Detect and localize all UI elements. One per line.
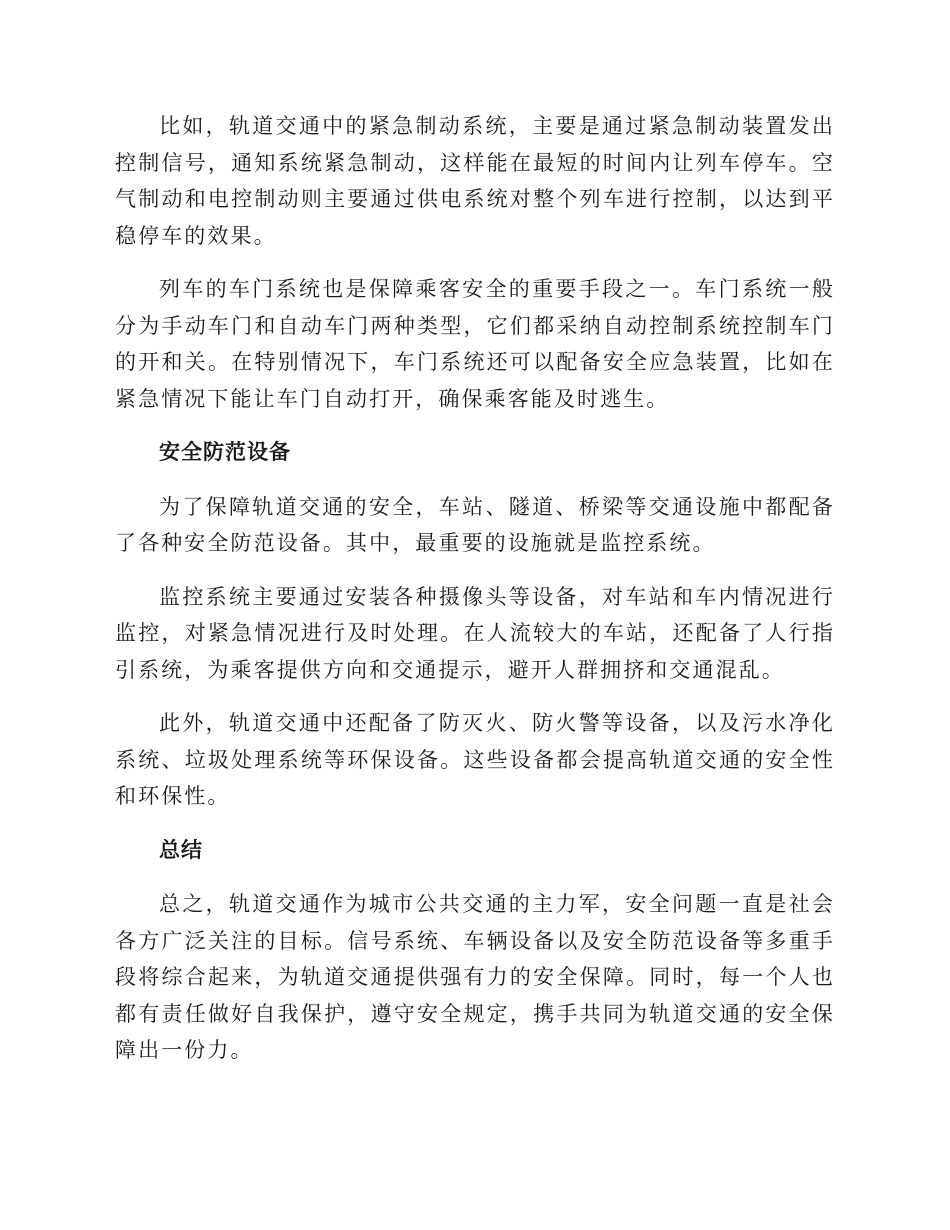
section-heading-safety-equipment: 安全防范设备 <box>159 440 291 464</box>
paragraph-safety-equipment-intro: 为了保障轨道交通的安全，车站、隧道、桥梁等交通设施中都配备了各种安全防范设备。其中，最重要的设施就是监控系统。 <box>115 494 835 555</box>
document-body <box>115 108 835 1086</box>
paragraph-emergency-braking: 比如，轨道交通中的紧急制动系统，主要是通过紧急制动装置发出控制信号，通知系统紧急制动，这样能在最短的时间内让列车停车。空气制动和电控制动则主要通过供电系统对整个列车进行控制，以达到平稳停车的效果。 <box>115 114 835 248</box>
paragraph-fire-environmental: 此外，轨道交通中还配备了防灭火、防火警等设备，以及污水净化系统、垃圾处理系统等环保设备。这些设备都会提高轨道交通的安全性和环保性。 <box>115 711 835 808</box>
paragraph-summary: 总之，轨道交通作为城市公共交通的主力军，安全问题一直是社会各方广泛关注的目标。信号系统、车辆设备以及安全防范设备等多重手段将综合起来，为轨道交通提供强有力的安全保障。同时，每一个人也都有责任做好自我保护，遵守安全规定，携手共同为轨道交通的安全保障出一份力。 <box>115 892 835 1062</box>
paragraph-monitoring-system: 监控系统主要通过安装各种摄像头等设备，对车站和车内情况进行监控，对紧急情况进行及时处理。在人流较大的车站，还配备了人行指引系统，为乘客提供方向和交通提示，避开人群拥挤和交通混乱。 <box>115 584 835 682</box>
section-heading-summary: 总结 <box>159 837 203 862</box>
paragraph-door-system: 列车的车门系统也是保障乘客安全的重要手段之一。车门系统一般分为手动车门和自动车门两种类型，它们都采纳自动控制系统控制车门的开和关。在特别情况下，车门系统还可以配备安全应急装置，比如在紧急情况下能让车门自动打开，确保乘客能及时逃生。 <box>115 277 835 411</box>
